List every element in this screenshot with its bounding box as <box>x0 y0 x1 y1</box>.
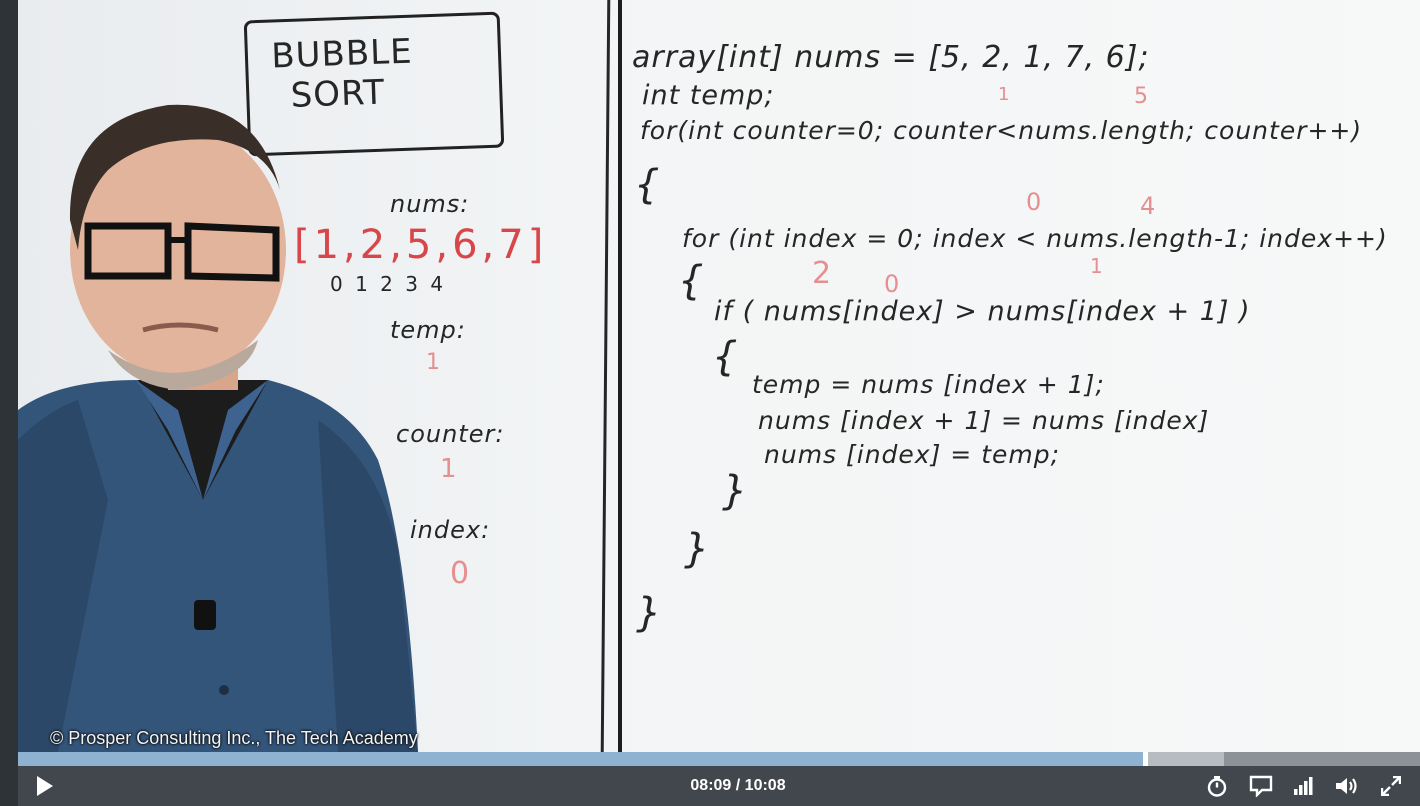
index-label: index: <box>410 516 491 544</box>
annotation-4: 4 <box>1140 192 1157 220</box>
temp-label: temp: <box>390 316 466 344</box>
code-line-7: if ( nums[index] > nums[index + 1] ) <box>714 296 1251 327</box>
quality-icon <box>1293 776 1313 796</box>
code-line-5: for (int index = 0; index < nums.length-1; index++) <box>682 224 1388 253</box>
board-title-line2: SORT <box>290 72 386 116</box>
fullscreen-button[interactable] <box>1376 766 1406 806</box>
code-line-8: { <box>712 334 739 380</box>
code-line-9: temp = nums [index + 1]; <box>752 370 1105 399</box>
nums-label: nums: <box>390 190 470 218</box>
quality-button[interactable] <box>1288 766 1318 806</box>
video-frame[interactable] <box>18 0 1420 752</box>
code-line-6: { <box>678 258 705 304</box>
control-bar <box>18 766 1420 806</box>
board-title-line1: BUBBLE <box>270 31 414 77</box>
annotation-7: 0 <box>884 270 901 298</box>
volume-button[interactable] <box>1332 766 1362 806</box>
copyright-text: © Prosper Consulting Inc., The Tech Academy <box>50 728 418 748</box>
play-button[interactable] <box>24 766 64 806</box>
board-divider <box>601 0 611 752</box>
index-value: 0 <box>450 556 471 591</box>
nums-value: [1,2,5,6,7] <box>294 222 548 268</box>
code-line-13: } <box>684 526 711 572</box>
counter-label: counter: <box>396 420 505 448</box>
code-line-3: for(int counter=0; counter<nums.length; counter++) <box>640 116 1363 145</box>
captions-button[interactable] <box>1246 766 1276 806</box>
annotation-5: 1 <box>1090 254 1104 278</box>
fullscreen-icon <box>1381 776 1401 796</box>
progress-bar[interactable] <box>18 752 1420 766</box>
counter-value: 1 <box>440 454 458 484</box>
progress-handle[interactable] <box>1143 752 1148 766</box>
code-line-10: nums [index + 1] = nums [index] <box>758 406 1210 435</box>
annotation-6: 2 <box>812 256 833 291</box>
player-left-edge <box>0 0 18 806</box>
annotation-3: 0 <box>1026 188 1043 216</box>
code-line-1: array[int] nums = [5, 2, 1, 7, 6]; <box>632 40 1150 75</box>
timer-button[interactable] <box>1202 766 1232 806</box>
captions-icon <box>1249 775 1273 797</box>
annotation-1: 1 <box>998 84 1011 105</box>
nums-indices: 0 1 2 3 4 <box>330 272 447 296</box>
code-line-12: } <box>722 468 749 514</box>
code-line-4: { <box>634 162 661 208</box>
play-icon <box>34 775 54 797</box>
board-edge <box>618 0 622 752</box>
volume-icon <box>1335 776 1359 796</box>
time-display: 08:09 / 10:08 <box>690 777 786 794</box>
code-line-11: nums [index] = temp; <box>764 440 1061 469</box>
presenter-figure <box>18 80 438 752</box>
code-line-14: } <box>636 590 663 636</box>
timer-icon <box>1206 775 1228 797</box>
temp-value: 1 <box>426 350 441 375</box>
progress-played <box>18 752 1145 766</box>
annotation-2: 5 <box>1134 84 1149 109</box>
code-line-2: int temp; <box>642 80 775 111</box>
